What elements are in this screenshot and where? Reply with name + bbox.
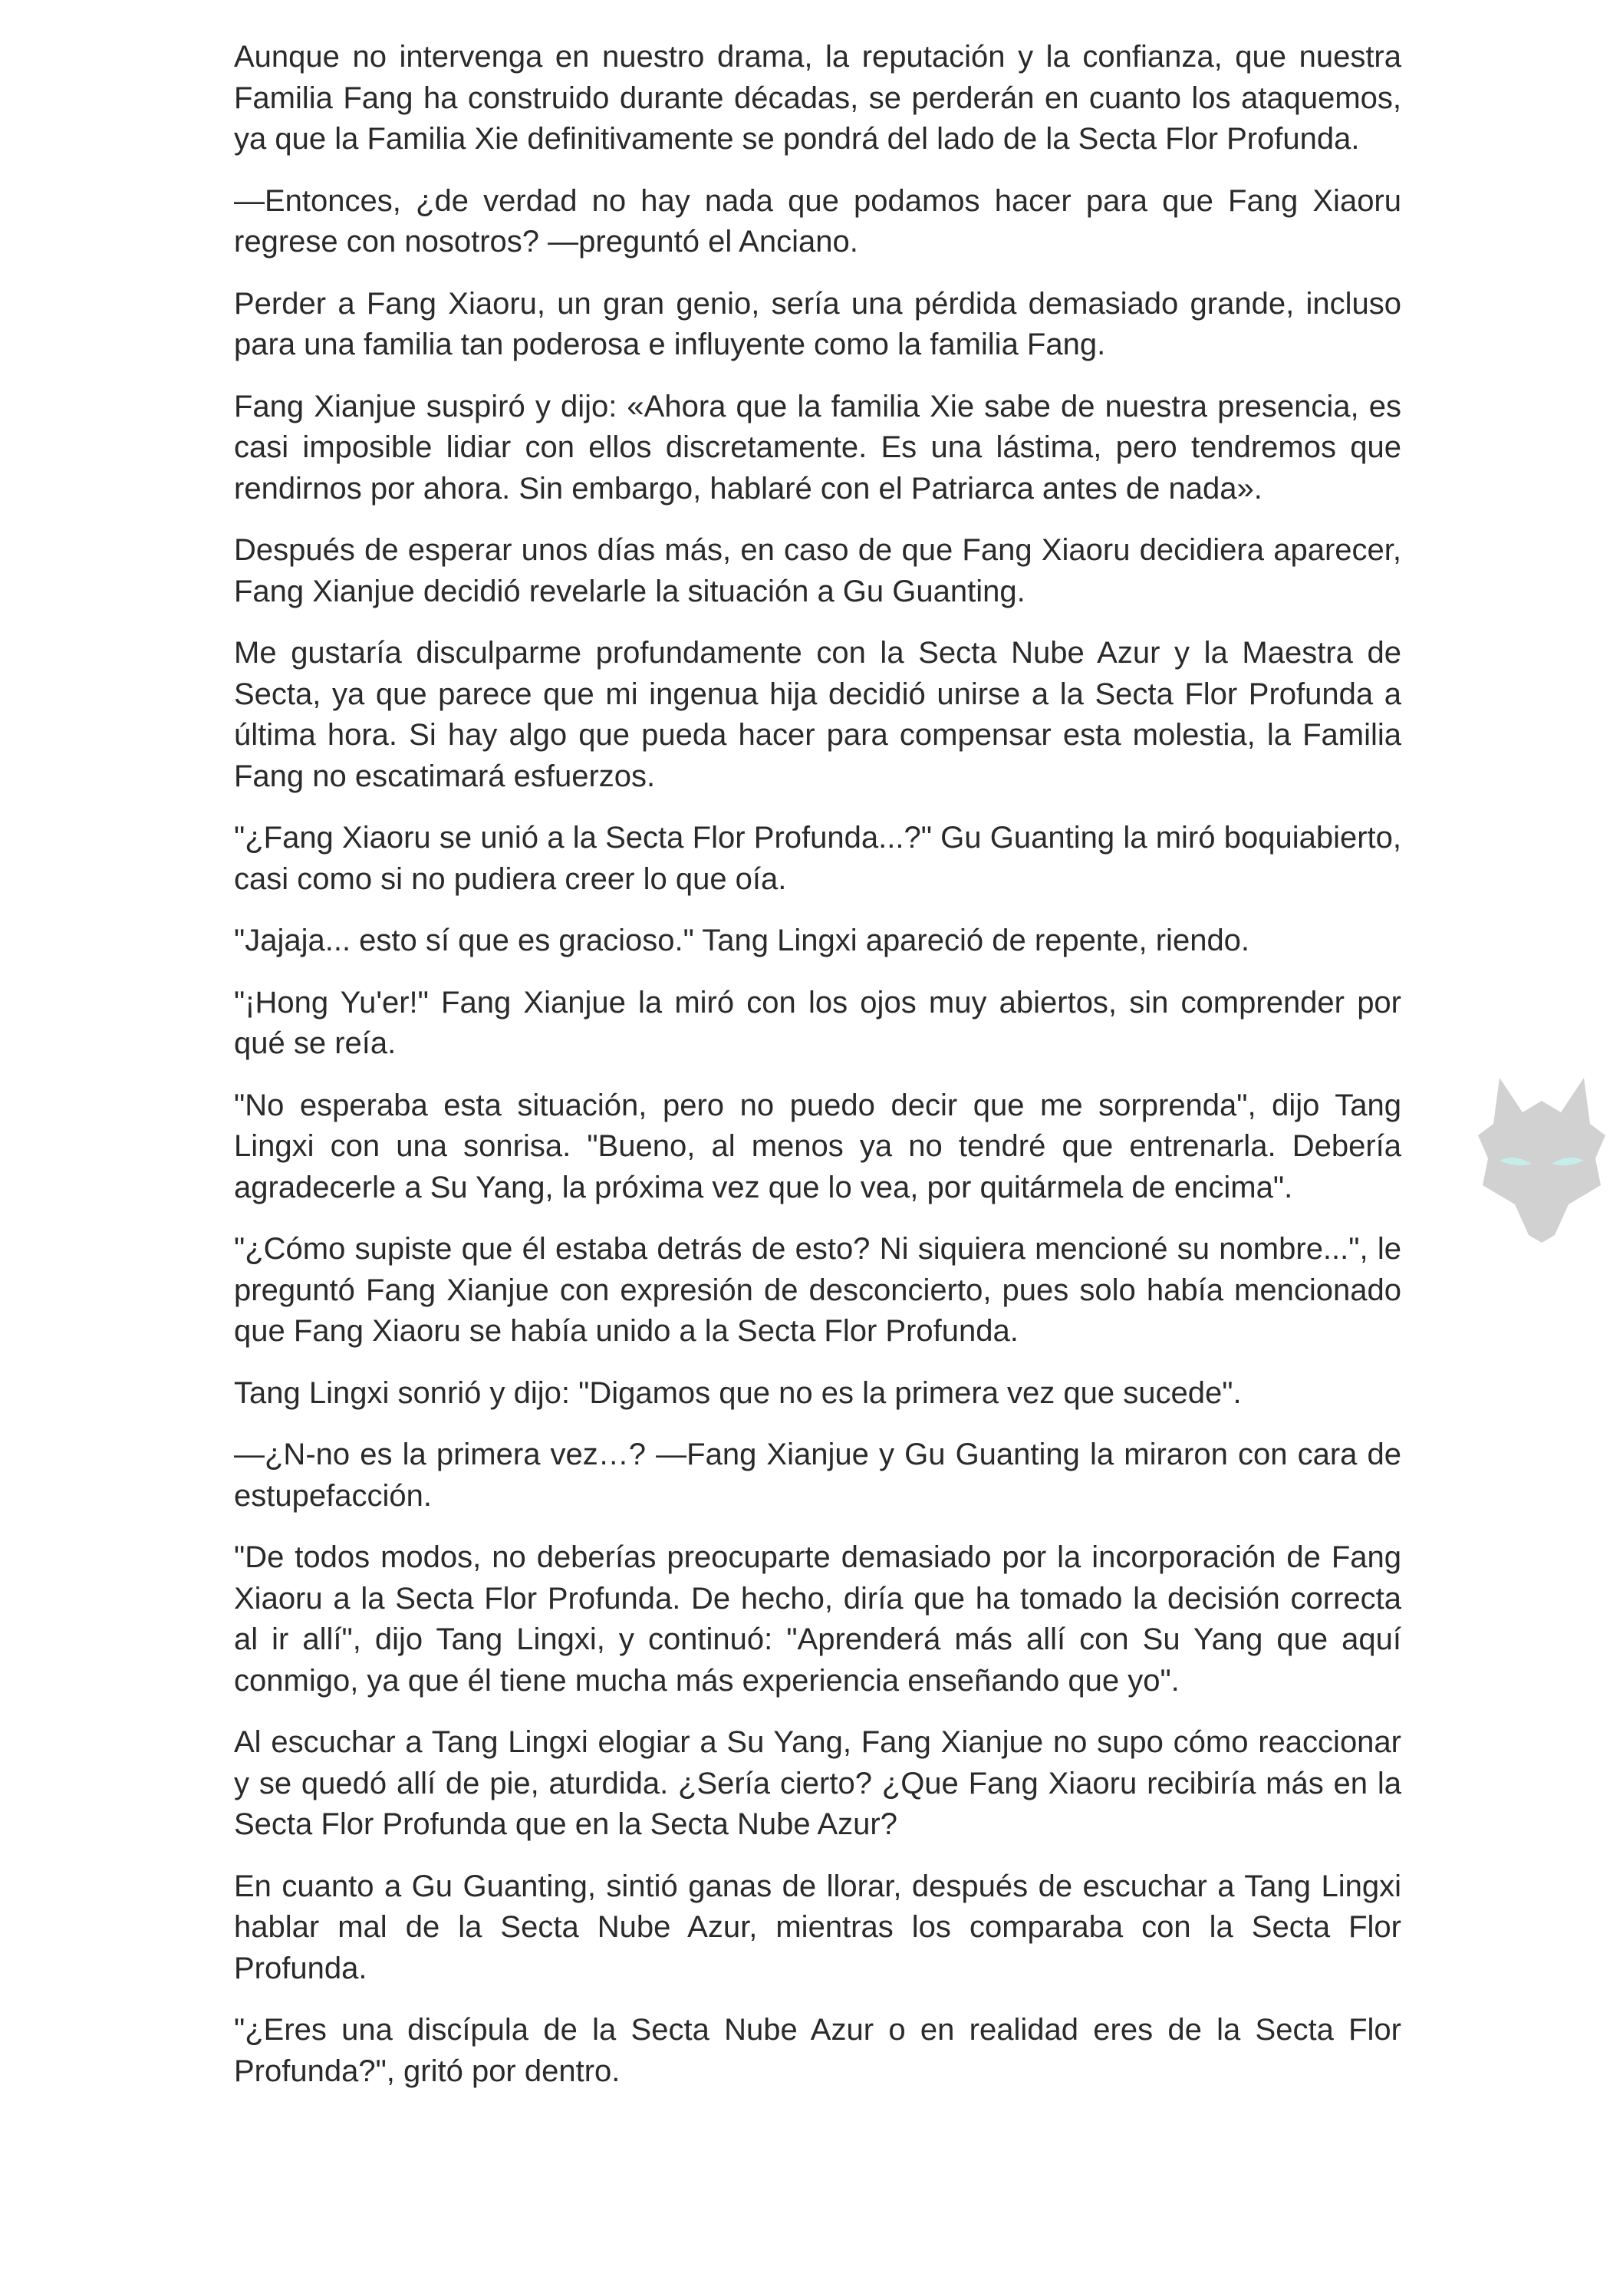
paragraph: "¿Eres una discípula de la Secta Nube Azur o en realidad eres de la Secta Flor Profunda?", gritó por dentro. — [234, 2013, 1401, 2088]
paragraph: Tang Lingxi sonrió y dijo: "Digamos que no es la primera vez que sucede". — [234, 1375, 1242, 1410]
demon-head-icon — [1469, 1070, 1615, 1247]
paragraph: "De todos modos, no deberías preocuparte demasiado por la incorporación de Fang Xiaoru a la Secta Flor Profunda. De hecho, diría que ha tomado la decisión correcta al ir allí", dijo Tang Lingxi, y continuó: "Aprenderá más allí con Su Yang que aquí conmigo, ya que él tiene mucha más experiencia enseñando que yo". — [234, 1540, 1401, 1698]
paragraph: Perder a Fang Xiaoru, un gran genio, sería una pérdida demasiado grande, incluso para una familia tan poderosa e influyente como la familia Fang. — [234, 286, 1401, 361]
paragraph: Me gustaría disculparme profundamente con la Secta Nube Azur y la Maestra de Secta, ya que parece que mi ingenua hija decidió unirse a la Secta Flor Profunda a última hora. Si hay algo que pueda hacer para compensar esta molestia, la Familia Fang no escatimará esfuerzos. — [234, 636, 1401, 793]
paragraph: —Entonces, ¿de verdad no hay nada que podamos hacer para que Fang Xiaoru regrese con nosotros? —preguntó el Anciano. — [234, 183, 1401, 259]
body-text — [234, 37, 1401, 2113]
paragraph: En cuanto a Gu Guanting, sintió ganas de llorar, después de escuchar a Tang Lingxi hablar mal de la Secta Nube Azur, mientras los comparaba con la Secta Flor Profunda. — [234, 1869, 1401, 1985]
paragraph: Aunque no intervenga en nuestro drama, la reputación y la confianza, que nuestra Familia Fang ha construido durante décadas, se perderán en cuanto los ataquemos, ya que la Familia Xie definitivamente se pondrá del lado de la Secta Flor Profunda. — [234, 40, 1401, 156]
paragraph: "¿Cómo supiste que él estaba detrás de esto? Ni siquiera mencioné su nombre...", le preguntó Fang Xianjue con expresión de desconcierto, pues solo había mencionado que Fang Xiaoru se había unido a la Secta Flor Profunda. — [234, 1232, 1401, 1348]
paragraph: "¡Hong Yu'er!" Fang Xianjue la miró con los ojos muy abiertos, sin comprender por qué se reía. — [234, 985, 1401, 1060]
paragraph: "No esperaba esta situación, pero no puedo decir que me sorprenda", dijo Tang Lingxi con una sonrisa. "Bueno, al menos ya no tendré que entrenarla. Debería agradecerle a Su Yang, la próxima vez que lo vea, por quitármela de encima". — [234, 1088, 1401, 1204]
paragraph: Fang Xianjue suspiró y dijo: «Ahora que la familia Xie sabe de nuestra presencia, es casi imposible lidiar con ellos discretamente. Es una lástima, pero tendremos que rendirnos por ahora. Sin embargo, hablaré con el Patriarca antes de nada». — [234, 389, 1401, 506]
paragraph: "Jajaja... esto sí que es gracioso." Tang Lingxi apareció de repente, riendo. — [234, 924, 1250, 957]
paragraph: Al escuchar a Tang Lingxi elogiar a Su Yang, Fang Xianjue no supo cómo reaccionar y se quedó allí de pie, aturdida. ¿Sería cierto? ¿Que Fang Xiaoru recibiría más en la Secta Flor Profunda que en la Secta Nube Azur? — [234, 1725, 1401, 1841]
paragraph: —¿N-no es la primera vez…? —Fang Xianjue y Gu Guanting la miraron con cara de estupefacción. — [234, 1438, 1401, 1513]
paragraph: Después de esperar unos días más, en caso de que Fang Xiaoru decidiera aparecer, Fang Xianjue decidió revelarle la situación a Gu Guanting. — [234, 533, 1401, 608]
paragraph: "¿Fang Xiaoru se unió a la Secta Flor Profunda...?" Gu Guanting la miró boquiabierto, casi como si no pudiera creer lo que oía. — [234, 821, 1401, 896]
